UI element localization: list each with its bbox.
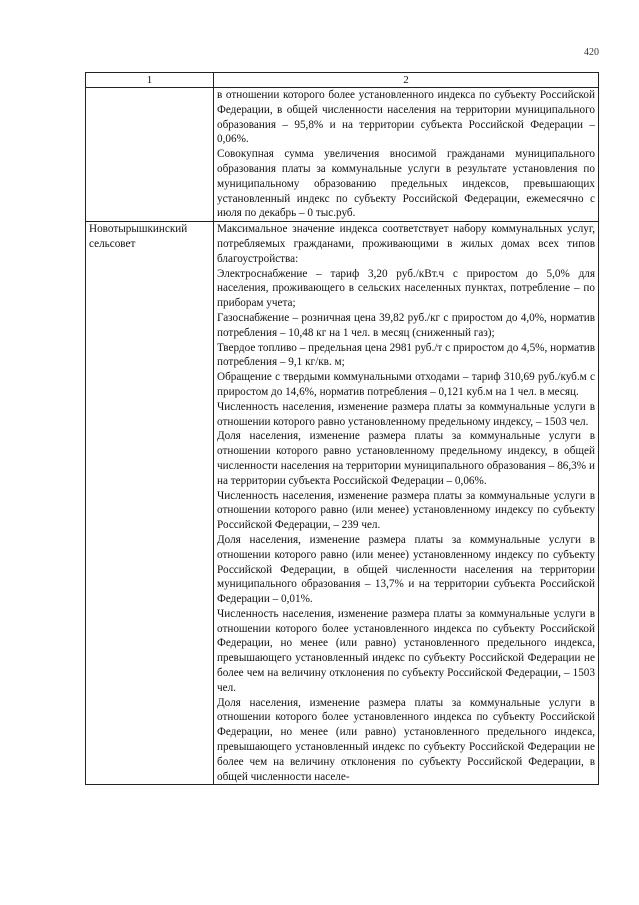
paragraph: Газоснабжение – розничная цена 39,82 руб./кг с приростом до 4,0%, норматив потребления – 10,48 кг на 1 чел. в месяц (сниженный газ); bbox=[217, 311, 595, 339]
municipality-cell: Новотырышкинский сельсовет bbox=[86, 222, 214, 785]
municipality-cell bbox=[86, 88, 214, 222]
description-cell bbox=[214, 88, 599, 222]
table-header-row bbox=[86, 73, 599, 88]
paragraph: Доля населения, изменение размера платы за коммунальные услуги в отношении которого равно установленному предельному индексу, в общей численности населения на территории муниципального образования – 86,3% и на территории субъекта Российской Федерации – 0,06%. bbox=[217, 430, 595, 487]
description-cell bbox=[214, 222, 599, 785]
paragraph: в отношении которого более установленного индекса по субъекту Российской Федерации, в общей численности населения на территории муниципального образования – 95,8% и на территории субъекта Российской Федерации – 0,06%. bbox=[217, 89, 595, 146]
column-header-2: 2 bbox=[214, 73, 599, 88]
paragraph: Электроснабжение – тариф 3,20 руб./кВт.ч с приростом до 5,0% для населения, проживающего в сельских населенных пунктах, потребление – по приборам учета; bbox=[217, 267, 595, 310]
paragraph: Численность населения, изменение размера платы за коммунальные услуги в отношении которого равно установленному предельному индексу, – 1503 чел. bbox=[217, 400, 595, 428]
document-table bbox=[85, 72, 599, 785]
paragraph: Максимальное значение индекса соответствует набору коммунальных услуг, потребляемых гражданами, проживающими в жилых домах всех типов благоустройства: bbox=[217, 223, 595, 265]
paragraph: Твердое топливо – предельная цена 2981 руб./т с приростом до 4,5%, норматив потребления – 9,1 кг/кв. м; bbox=[217, 341, 595, 369]
paragraph: Численность населения, изменение размера платы за коммунальные услуги в отношении которого равно (или менее) установленному индексу по субъекту Российской Федерации, – 239 чел. bbox=[217, 489, 595, 532]
table-row bbox=[86, 88, 599, 222]
table-row bbox=[86, 222, 599, 785]
paragraph: Обращение с твердыми коммунальными отходами – тариф 310,69 руб./куб.м с приростом до 14,6%, норматив потребления – 0,121 куб.м на 1 чел. в месяц. bbox=[217, 371, 595, 398]
page-number: 420 bbox=[584, 47, 599, 58]
paragraph: Доля населения, изменение размера платы за коммунальные услуги в отношении которого равно (или менее) установленному индексу по субъекту Российской Федерации, в общей численности населения на территории муниципального образования – 13,7% и на территории субъекта Российской Федерации – 0,01%. bbox=[217, 533, 595, 606]
column-header-1: 1 bbox=[86, 73, 214, 88]
paragraph: Численность населения, изменение размера платы за коммунальные услуги в отношении которого более установленного индекса по субъекту Российской Федерации, но менее (или равно) установленного предельного индекса, превышающего установленный индекс по субъекту Российской Федерации не более чем на величину отклонения по субъекту Российской Федерации, – 1503 чел. bbox=[217, 607, 595, 694]
paragraph: Совокупная сумма увеличения вносимой гражданами муниципального образования платы за коммунальные услуги в результате установления по муниципальному образованию предельных индексов, превышающих установленный индекс по субъекту Российской Федерации, ежемесячно с июля по декабрь – 0 тыс.руб. bbox=[217, 148, 595, 220]
paragraph: Доля населения, изменение размера платы за коммунальные услуги в отношении которого более установленного индекса по субъекту Российской Федерации, но менее (или равно) установленного предельного индекса, превышающего установленный индекс по субъекту Российской Федерации не более чем на величину отклонения по субъекту Российской Федерации, в общей численности населе- bbox=[217, 696, 595, 783]
